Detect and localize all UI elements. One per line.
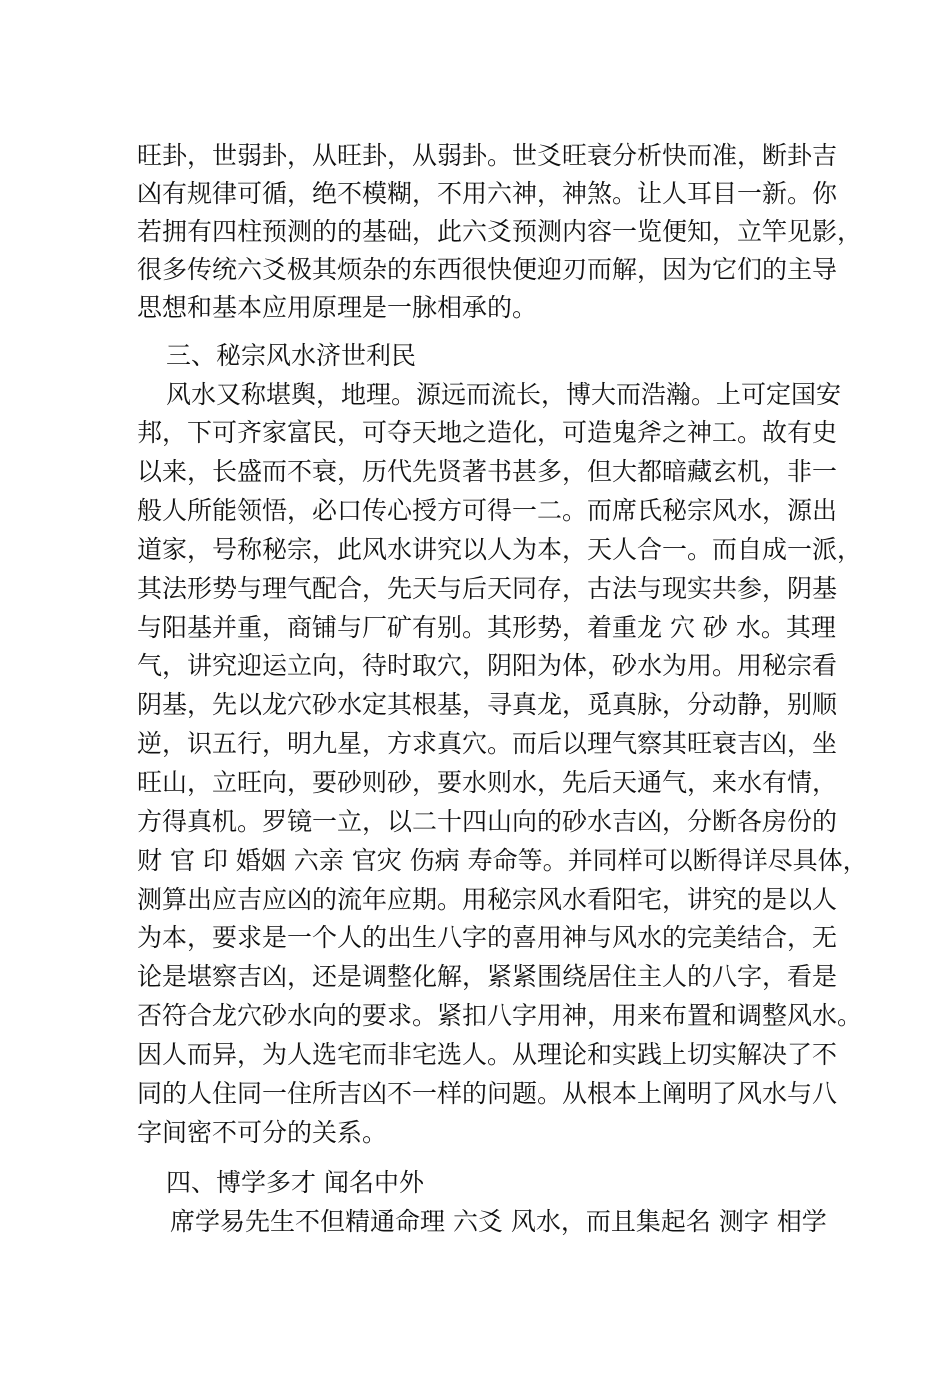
text-line: 方得真机。罗镜一立，以二十四山向的砂水吉凶，分断各房份的: [137, 807, 838, 836]
text-line: 般人所能领悟，必口传心授方可得一二。而席氏秘宗风水，源出: [137, 496, 838, 525]
text-line: 字间密不可分的关系。: [137, 1118, 388, 1147]
text-line: 论是堪察吉凶，还是调整化解，紧紧围绕居住主人的八字，看是: [137, 962, 838, 991]
text-line: 邦，下可齐家富民，可夺天地之造化，可造鬼斧之神工。故有史: [137, 418, 838, 447]
text-line: 逆，识五行，明九星，方求真穴。而后以理气察其旺衰吉凶，坐: [137, 729, 838, 758]
text-line: 测算出应吉应凶的流年应期。用秘宗风水看阳宅，讲究的是以人: [137, 885, 838, 914]
text-line: 旺山，立旺向，要砂则砂，要水则水，先后天通气，来水有情，: [137, 768, 838, 797]
text-line: 若拥有四柱预测的的基础，此六爻预测内容一览便知，立竿见影，: [137, 217, 863, 246]
text-line: 风水又称堪舆，地理。源远而流长，博大而浩瀚。上可定国安: [166, 380, 842, 409]
text-line: 很多传统六爻极其烦杂的东西很快便迎刃而解，因为它们的主导: [137, 255, 838, 284]
text-line: 其法形势与理气配合，先天与后天同存，古法与现实共参，阴基: [137, 574, 838, 603]
text-line: 因人而异，为人选宅而非宅选人。从理论和实践上切实解决了不: [137, 1040, 838, 1069]
text-line: 旺卦，世弱卦，从旺卦，从弱卦。世爻旺衰分析快而准，断卦吉: [137, 141, 838, 170]
text-line: 以来，长盛而不衰，历代先贤著书甚多，但大都暗藏玄机，非一: [137, 457, 838, 486]
text-line: 财 官 印 婚姻 六亲 官灾 伤病 寿命等。并同样可以断得详尽具体，: [137, 846, 868, 875]
text-line: 否符合龙穴砂水向的要求。紧扣八字用神，用来布置和调整风水。: [137, 1001, 863, 1030]
text-line: 凶有规律可循，绝不模糊，不用六神，神煞。让人耳目一新。你: [137, 179, 838, 208]
section-heading: 三、秘宗风水济世利民: [166, 341, 417, 370]
text-line: 同的人住同一住所吉凶不一样的问题。从根本上阐明了风水与八: [137, 1079, 838, 1108]
text-line: 道家，号称秘宗，此风水讲究以人为本，天人合一。而自成一派，: [137, 535, 863, 564]
text-line: 与阳基并重，商铺与厂矿有别。其形势，着重龙 穴 砂 水。其理: [137, 613, 836, 642]
text-line: 思想和基本应用原理是一脉相承的。: [137, 293, 538, 322]
text-line: 阴基，先以龙穴砂水定其根基，寻真龙，觅真脉，分动静，别顺: [137, 690, 838, 719]
text-line: 为本，要求是一个人的出生八字的喜用神与风水的完美结合，无: [137, 923, 838, 952]
text-line: 席学易先生不但精通命理 六爻 风水，而且集起名 测字 相学: [170, 1207, 827, 1236]
section-heading: 四、博学多才 闻名中外: [166, 1168, 424, 1197]
text-line: 气，讲究迎运立向，待时取穴，阴阳为体，砂水为用。用秘宗看: [137, 651, 838, 680]
